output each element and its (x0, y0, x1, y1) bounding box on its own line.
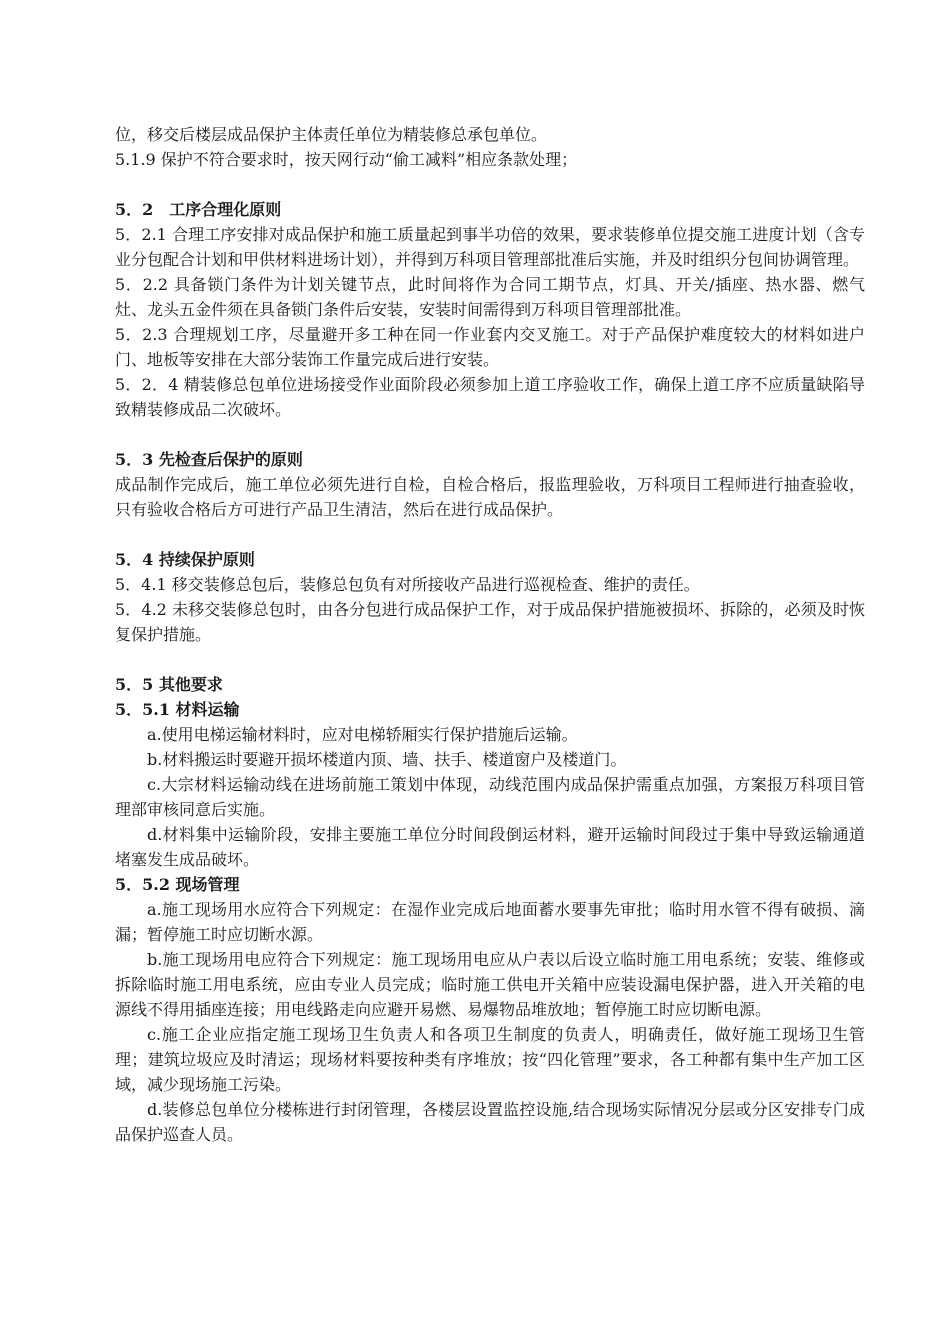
subsection-5-5-1-heading: 5．5.1 材料运输 (115, 700, 240, 719)
spacer (115, 172, 865, 197)
paragraph: 位，移交后楼层成品保护主体责任单位为精装修总承包单位。 (115, 125, 548, 144)
spacer (115, 522, 865, 547)
item-c: c.大宗材料运输动线在进场前施工策划中体现，动线范围内成品保护需重点加强，方案报万科项目管理部审核同意后实施。 (115, 775, 865, 819)
clause-5-2-2: 5．2.2 具备锁门条件为计划关键节点，此时间将作为合同工期节点，灯具、开关/插座、热水器、燃气灶、龙头五金件须在具备锁门条件后安装，安装时间需得到万科项目管理部批准。 (115, 275, 865, 319)
subsection-5-5-2-heading: 5．5.2 现场管理 (115, 875, 240, 894)
section-5-2-heading: 5．2 工序合理化原则 (115, 200, 282, 219)
item-d: d.材料集中运输阶段，安排主要施工单位分时间段倒运材料，避开运输时间段过于集中导致运输通道堵塞发生成品破坏。 (115, 825, 865, 869)
spacer (115, 647, 865, 672)
item-b: b.施工现场用电应符合下列规定：施工现场用电应从户表以后设立临时施工用电系统；安装、维修或拆除临时施工用电系统，应由专业人员完成；临时施工供电开关箱中应装设漏电保护器，进入开关箱的电源线不得用插座连接；用电线路走向应避开易燃、易爆物品堆放地；暂停施工时应切断电源。 (115, 950, 865, 1019)
clause-5-2-3: 5．2.3 合理规划工序，尽量避开多工种在同一作业套内交叉施工。对于产品保护难度较大的材料如进户门、地板等安排在大部分装饰工作量完成后进行安装。 (115, 325, 865, 369)
section-5-4-heading: 5．4 持续保护原则 (115, 550, 255, 569)
clause-5-2-4: 5．2．4 精装修总包单位进场接受作业面阶段必须参加上道工序验收工作，确保上道工序不应质量缺陷导致精装修成品二次破坏。 (115, 375, 865, 419)
clause-5-1-9: 5.1.9 保护不符合要求时，按天网行动“偷工减料”相应条款处理； (115, 150, 578, 169)
clause-5-4-2: 5．4.2 未移交装修总包时，由各分包进行成品保护工作，对于成品保护措施被损坏、拆除的，必须及时恢复保护措施。 (115, 600, 865, 644)
item-a: a.施工现场用水应符合下列规定：在湿作业完成后地面蓄水要事先审批；临时用水管不得有破损、滴漏；暂停施工时应切断水源。 (115, 900, 865, 944)
document-page (115, 122, 865, 1147)
section-5-3-heading: 5．3 先检查后保护的原则 (115, 450, 303, 469)
item-d: d.装修总包单位分楼栋进行封闭管理，各楼层设置监控设施,结合现场实际情况分层或分区安排专门成品保护巡查人员。 (115, 1100, 865, 1144)
spacer (115, 422, 865, 447)
item-c: c.施工企业应指定施工现场卫生负责人和各项卫生制度的负责人，明确责任，做好施工现场卫生管理；建筑垃圾应及时清运；现场材料要按种类有序堆放；按“四化管理”要求，各工种都有集中生产加工区域，减少现场施工污染。 (115, 1025, 865, 1094)
clause-5-4-1: 5．4.1 移交装修总包后，装修总包负有对所接收产品进行巡视检查、维护的责任。 (115, 575, 700, 594)
item-b: b.材料搬运时要避开损坏楼道内顶、墙、扶手、楼道窗户及楼道门。 (147, 750, 627, 769)
section-5-3-text: 成品制作完成后，施工单位必须先进行自检，自检合格后，报监理验收，万科项目工程师进行抽查验收，只有验收合格后方可进行产品卫生清洁，然后在进行成品保护。 (115, 475, 865, 519)
section-5-5-heading: 5．5 其他要求 (115, 675, 223, 694)
clause-5-2-1: 5．2.1 合理工序安排对成品保护和施工质量起到事半功倍的效果，要求装修单位提交施工进度计划（含专业分包配合计划和甲供材料进场计划），并得到万科项目管理部批准后实施，并及时组织分包间协调管理。 (115, 225, 865, 269)
item-a: a.使用电梯运输材料时，应对电梯轿厢实行保护措施后运输。 (147, 725, 578, 744)
